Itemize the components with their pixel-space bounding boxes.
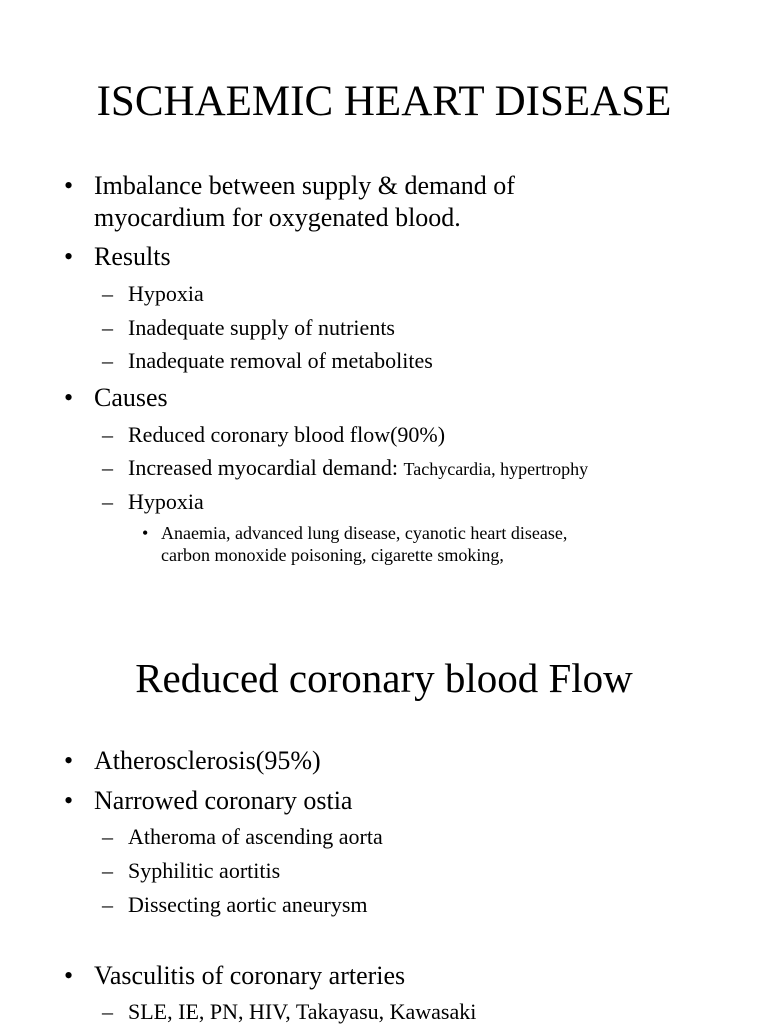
dash-marker: –	[102, 489, 113, 514]
ostia-item-syphilitic: Syphilitic aortitis	[128, 858, 281, 883]
bullet-marker: •	[64, 961, 74, 990]
slide2-title: Reduced coronary blood Flow	[135, 655, 633, 701]
dash-marker: –	[102, 999, 113, 1024]
bullet-atherosclerosis: Atherosclerosis(95%)	[94, 746, 321, 775]
bullet-marker: •	[64, 786, 74, 815]
results-item-hypoxia: Hypoxia	[128, 281, 204, 306]
dash-marker: –	[102, 281, 113, 306]
dash-marker: –	[102, 858, 113, 883]
dash-marker: –	[102, 422, 113, 447]
bullet-results: Results	[94, 242, 171, 271]
dash-marker: –	[102, 315, 113, 340]
causes-item-reduced-flow: Reduced coronary blood flow(90%)	[128, 422, 446, 447]
bullet-marker: •	[64, 383, 74, 412]
bullet-imbalance-line1: Imbalance between supply & demand of	[94, 171, 515, 200]
bullet-narrowed-ostia: Narrowed coronary ostia	[94, 786, 353, 815]
ostia-item-atheroma: Atheroma of ascending aorta	[128, 824, 383, 849]
ostia-item-dissecting: Dissecting aortic aneurysm	[128, 892, 368, 917]
results-item-metabolites: Inadequate removal of metabolites	[128, 348, 433, 373]
causes-item-hypoxia: Hypoxia	[128, 489, 204, 514]
dash-marker: –	[102, 892, 113, 917]
hypoxia-causes-line2: carbon monoxide poisoning, cigarette smoking,	[161, 545, 504, 565]
increased-demand-examples: Tachycardia, hypertrophy	[403, 459, 589, 479]
bullet-imbalance-line2: myocardium for oxygenated blood.	[94, 203, 461, 232]
dash-marker: –	[102, 455, 113, 480]
causes-item-increased-demand	[128, 454, 588, 483]
bullet-marker: •	[64, 171, 74, 200]
slide1-title: ISCHAEMIC HEART DISEASE	[96, 78, 672, 125]
results-item-nutrients: Inadequate supply of nutrients	[128, 315, 395, 340]
dash-marker: –	[102, 348, 113, 373]
bullet-vasculitis: Vasculitis of coronary arteries	[94, 961, 406, 990]
bullet-causes: Causes	[94, 383, 168, 412]
dash-marker: –	[102, 824, 113, 849]
hypoxia-causes-line1: Anaemia, advanced lung disease, cyanotic heart disease,	[161, 523, 568, 543]
sub-bullet-marker: •	[142, 523, 149, 543]
increased-demand-label: Increased myocardial demand:	[128, 455, 398, 480]
bullet-marker: •	[64, 242, 74, 271]
vasculitis-item-causes: SLE, IE, PN, HIV, Takayasu, Kawasaki	[128, 999, 477, 1024]
bullet-marker: •	[64, 746, 74, 775]
